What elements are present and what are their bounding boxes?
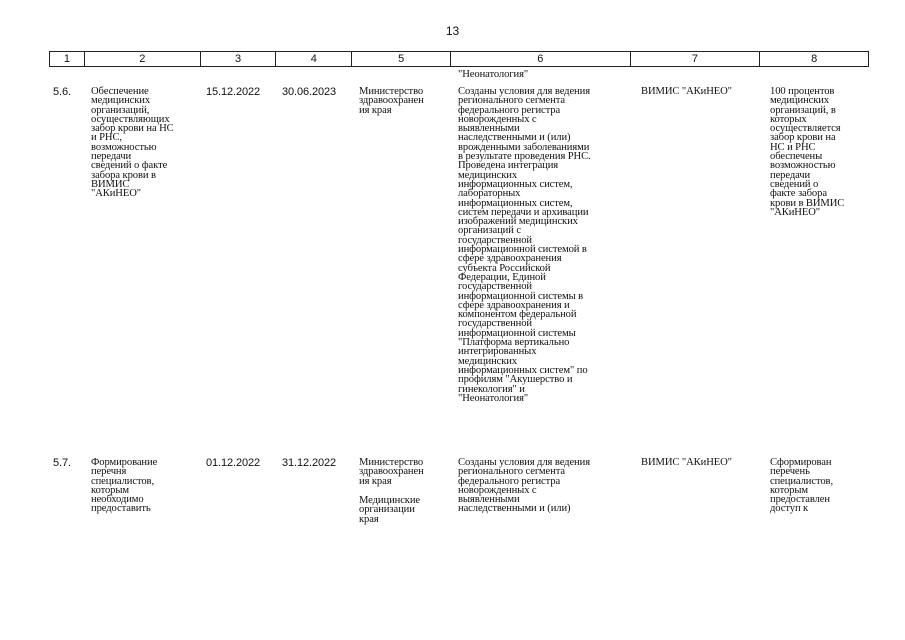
table-header-row (49, 51, 869, 67)
expected-result: Созданы условия для ведения регионального сегмента федерального регистра новорожденных с выявленными наследственными и (или) (458, 457, 590, 515)
row-number: 5.7. (53, 457, 71, 469)
responsible-executor: Министерство здравоохранен ия края (359, 457, 424, 487)
responsible-executor-2: Медицинские организации края (359, 495, 421, 525)
target-indicator: Сформирован перечень специалистов, которым предоставлен доступ к (770, 457, 834, 515)
end-date: 31.12.2022 (282, 457, 337, 469)
information-system: ВИМИС "АКиНЕО" (641, 86, 732, 97)
header-cell-3: 3 (201, 52, 277, 66)
page-number: 13 (445, 24, 460, 38)
activity-name: Формирование перечня специалистов, которым необходимо предоставить (91, 457, 158, 515)
header-cell-1: 1 (50, 52, 85, 66)
expected-result: Созданы условия для ведения регионального сегмента федерального регистра новорожденных с выявленными наследственными и (или) врожденными заболеваниями в результате проведения РНС. Проведена интеграция медицинских информационных систем, лабораторных информационных систем, систем передачи и архивации изображений медицинских организаций с государственной информационной системой в сфере здравоохранения субъекта Российской Федерации, Единой государственной информационной системы в сфере здравоохранения и компонентом федеральной государственной информационной системы "Платформа вертикально интегрированных медицинских информационных систем" по профилям "Акушерство и гинекология" и "Неонатология" (458, 86, 591, 404)
information-system: ВИМИС "АКиНЕО" (641, 457, 732, 468)
header-cell-7: 7 (631, 52, 761, 66)
start-date: 15.12.2022 (206, 86, 261, 98)
header-cell-2: 2 (85, 52, 201, 66)
header-cell-6: 6 (451, 52, 631, 66)
end-date: 30.06.2023 (282, 86, 337, 98)
start-date: 01.12.2022 (206, 457, 261, 469)
header-cell-4: 4 (276, 52, 352, 66)
target-indicator: 100 процентов медицинских организаций, в которых осуществляется забор крови на НС и РНС обеспечены возможностью передачи сведений о факте забора крови в ВИМИС "АКиНЕО" (770, 86, 845, 218)
activity-name: Обеспечение медицинских организаций, осуществляющих забор крови на НС и РНС, возможностью передачи сведений о факте забора крови в ВИМИС "АКиНЕО" (91, 86, 174, 200)
row-number: 5.6. (53, 86, 71, 98)
responsible-executor: Министерство здравоохранен ия края (359, 86, 424, 116)
header-cell-8: 8 (811, 53, 818, 65)
carry-over-text: "Неонатология" (458, 69, 529, 80)
header-cell-5: 5 (352, 52, 451, 66)
